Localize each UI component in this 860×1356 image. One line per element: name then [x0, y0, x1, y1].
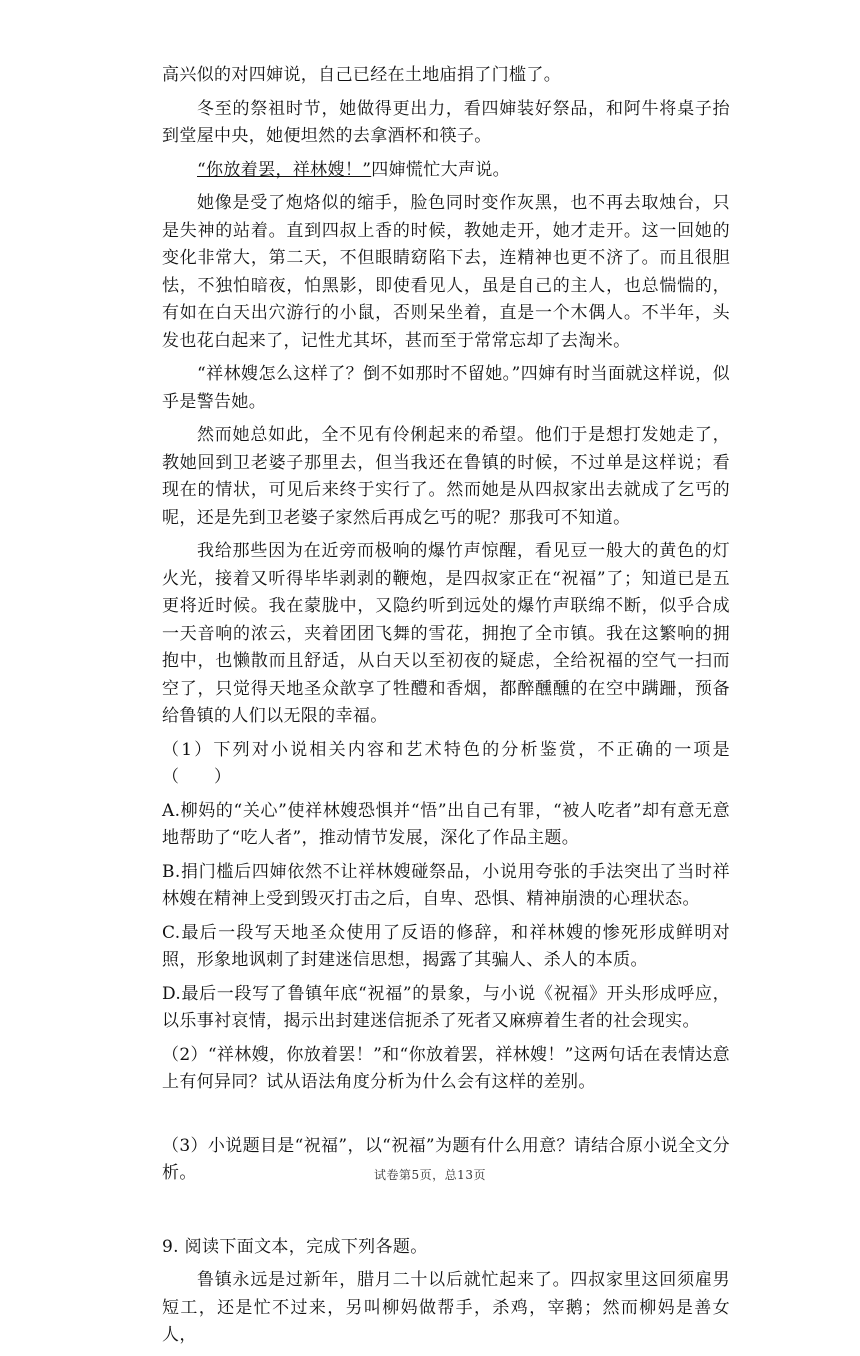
question-3: （3）小说题目是“祝福”，以“祝福”为题有什么用意？请结合原小说全文分析。 [162, 1135, 730, 1183]
underlined-quote: “你放着罢，祥林嫂！” [197, 159, 372, 180]
page-content [162, 62, 730, 1356]
passage-paragraph-2: 冬至的祭祖时节，她做得更出力，看四婶装好祭品，和阿牛将桌子抬到堂屋中央，她便坦然的去拿酒杯和筷子。 [162, 98, 730, 146]
passage-paragraph-5: “祥林嫂怎么这样了？倒不如那时不留她。”四婶有时当面就这样说，似乎是警告她。 [162, 364, 730, 412]
passage-paragraph-6: 然而她总如此，全不见有伶俐起来的希望。他们于是想打发她走了，教她回到卫老婆子那里去，但当我还在鲁镇的时候，不过单是这样说；看现在的情状，可见后来终于实行了。然而她是从四叔家出去就成了乞丐的呢，还是先到卫老婆子家然后再成乞丐的呢？那我可不知道。 [162, 425, 730, 528]
option-d: D.最后一段写了鲁镇年底“祝福”的景象，与小说《祝福》开头形成呼应，以乐事衬哀情，揭示出封建迷信扼杀了死者又麻痹着生者的社会现实。 [162, 983, 730, 1031]
page-footer: 试卷第5页，总13页 [374, 1168, 486, 1182]
passage-paragraph-1: 高兴似的对四婶说，自己已经在土地庙捐了门槛了。 [162, 65, 562, 85]
option-c: C.最后一段写天地圣众使用了反语的修辞，和祥林嫂的惨死形成鲜明对照，形象地讽刺了封建迷信思想，揭露了其骗人、杀人的本质。 [162, 922, 730, 970]
answer-space-3 [162, 1194, 730, 1234]
question-1: （1）下列对小说相关内容和艺术特色的分析鉴赏，不正确的一项是（ ） [162, 739, 730, 787]
section9-paragraph-1: 鲁镇永远是过新年，腊月二十以后就忙起来了。四叔家里这回须雇男短工，还是忙不过来，另叫柳妈做帮手，杀鸡，宰鹅；然而柳妈是善女人， [162, 1270, 730, 1345]
passage-paragraph-4: 她像是受了炮烙似的缩手，脸色同时变作灰黑，也不再去取烛台，只是失神的站着。直到四叔上香的时候，教她走开，她才走开。这一回她的变化非常大，第二天，不但眼睛窈陷下去，连精神也更不济了。而且很胆怯，不独怕暗夜，怕黑影，即使看见人，虽是自己的主人，也总惴惴的，有如在白天出穴游行的小鼠，否则呆坐着，直是一个木偶人。不半年，头发也花白起来了，记性尤其坏，甚而至于常常忘却了去淘米。 [162, 193, 730, 351]
option-a: A.柳妈的“关心”使祥林嫂恐惧并“悟”出自己有罪，“被人吃者”却有意无意地帮助了“吃人者”，推动情节发展，深化了作品主题。 [162, 800, 730, 848]
passage-paragraph-3 [162, 157, 730, 185]
question-2: （2）“祥林嫂，你放着罢！”和“你放着罢，祥林嫂！”这两句话在表情达意上有何异同？试从语法角度分析为什么会有这样的差别。 [162, 1044, 730, 1092]
option-b: B.捐门槛后四婶依然不让祥林嫂碰祭品，小说用夸张的手法突出了当时祥林嫂在精神上受到毁灭打击之后，自卑、恐惧、精神崩溃的心理状态。 [162, 861, 730, 909]
question-9-heading: 9. 阅读下面文本，完成下列各题。 [162, 1236, 428, 1257]
quote-attribution: 四婶慌忙大声说。 [371, 159, 511, 180]
answer-space-2 [162, 1103, 730, 1133]
passage-paragraph-7: 我给那些因为在近旁而极响的爆竹声惊醒，看见豆一般大的黄色的灯火光，接着又听得毕毕剥剥的鞭炮，是四叔家正在“祝福”了；知道已是五更将近时候。我在蒙胧中，又隐约听到远处的爆竹声联绵不断，似乎合成一天音响的浓云，夹着团团飞舞的雪花，拥抱了全市镇。我在这繁响的拥抱中，也懒散而且舒适，从白天以至初夜的疑虑，全给祝福的空气一扫而空了，只觉得天地圣众歆享了牲醴和香烟，都醉醺醺的在空中蹒跚，预备给鲁镇的人们以无限的幸福。 [162, 541, 730, 726]
